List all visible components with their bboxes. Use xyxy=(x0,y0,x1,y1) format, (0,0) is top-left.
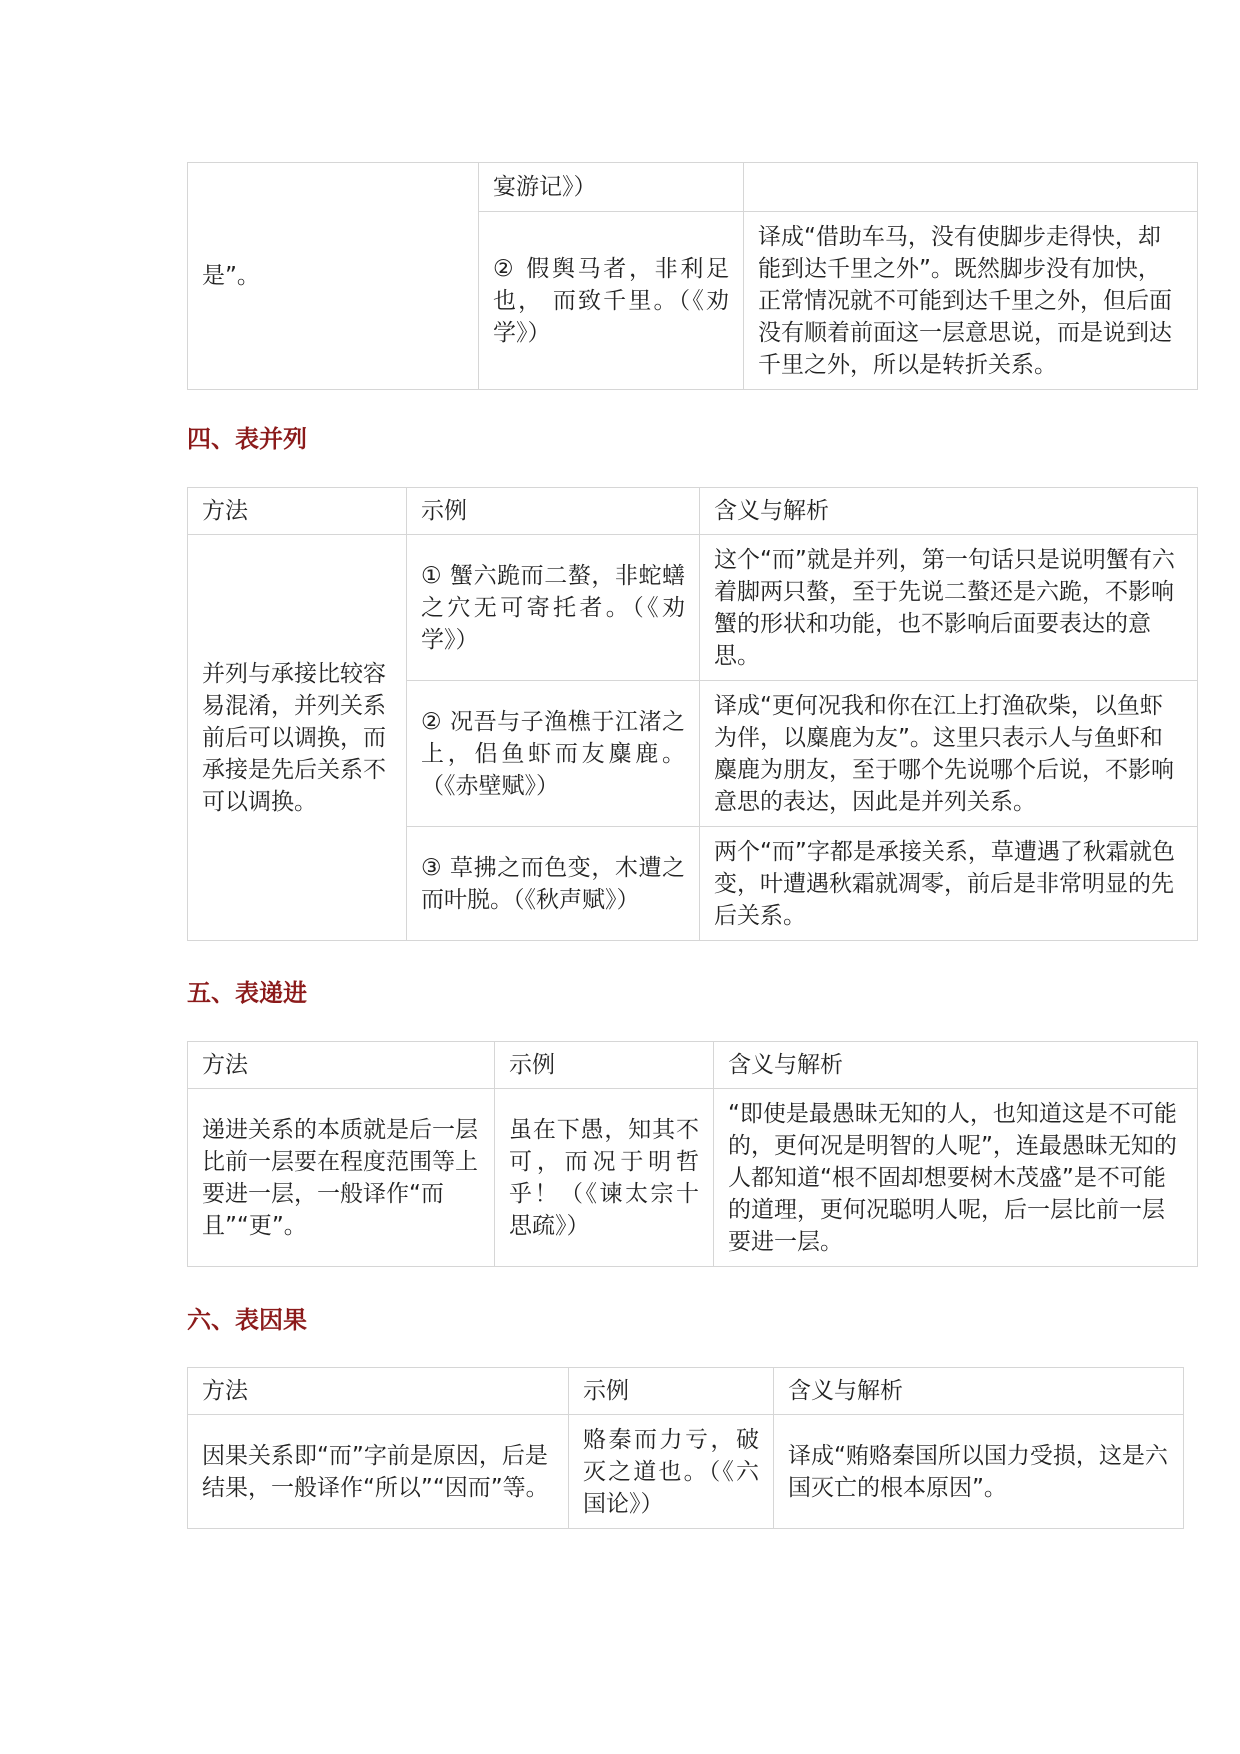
column-header: 示例 xyxy=(495,1042,714,1089)
analysis-cell: 两个“而”字都是承接关系，草遭遇了秋霜就色变，叶遭遇秋霜就凋零，前后是非常明显的先后关系。 xyxy=(700,827,1198,941)
analysis-cell: 译成“借助车马，没有使脚步走得快，却能到达千里之外”。既然脚步没有加快，正常情况就不可能到达千里之外，但后面没有顺着前面这一层意思说，而是说到达千里之外，所以是转折关系。 xyxy=(744,212,1198,390)
analysis-cell: “即使是最愚昧无知的人，也知道这是不可能的，更何况是明智的人呢”，连最愚昧无知的人都知道“根不固却想要树木茂盛”是不可能的道理，更何况聪明人呢，后一层比前一层要进一层。 xyxy=(714,1089,1198,1267)
column-header: 示例 xyxy=(407,488,700,535)
table-header-row xyxy=(188,1042,1198,1089)
example-cell: ② 假舆马者，非利足也， 而致千里。（《劝学》） xyxy=(479,212,744,390)
table-row xyxy=(188,535,1198,681)
method-cell: 因果关系即“而”字前是原因，后是结果，一般译作“所以”“因而”等。 xyxy=(188,1415,569,1529)
table-header-row xyxy=(188,488,1198,535)
example-cell: 赂秦而力亏，破灭之道也。（《六国论》） xyxy=(569,1415,774,1529)
example-cell: ③ 草拂之而色变，木遭之而叶脱。（《秋声赋》） xyxy=(407,827,700,941)
analysis-cell: 译成“贿赂秦国所以国力受损，这是六国灭亡的根本原因”。 xyxy=(774,1415,1184,1529)
analysis-cell xyxy=(744,163,1198,212)
method-cell: 递进关系的本质就是后一层比前一层要在程度范围等上要进一层，一般译作“而且”“更”。 xyxy=(188,1089,495,1267)
continued-table xyxy=(187,162,1198,390)
column-header: 含义与解析 xyxy=(714,1042,1198,1089)
table-header-row xyxy=(188,1368,1184,1415)
example-cell: ① 蟹六跪而二螯，非蛇蟮之穴无可寄托者。（《劝学》） xyxy=(407,535,700,681)
section-heading: 六、表因果 xyxy=(187,1306,307,1334)
column-header: 含义与解析 xyxy=(700,488,1198,535)
example-cell: ② 况吾与子渔樵于江渚之上，侣鱼虾而友麋鹿。（《赤壁赋》） xyxy=(407,681,700,827)
column-header: 示例 xyxy=(569,1368,774,1415)
column-header: 方法 xyxy=(188,1368,569,1415)
column-header: 方法 xyxy=(188,488,407,535)
table-row xyxy=(188,1089,1198,1267)
section-heading: 五、表递进 xyxy=(187,979,307,1007)
analysis-cell: 译成“更何况我和你在江上打渔砍柴，以鱼虾为伴，以麋鹿为友”。这里只表示人与鱼虾和麋鹿为朋友，至于哪个先说哪个后说，不影响意思的表达，因此是并列关系。 xyxy=(700,681,1198,827)
section-heading: 四、表并列 xyxy=(187,425,307,453)
table-row xyxy=(188,163,1198,212)
progressive-table xyxy=(187,1041,1198,1267)
causal-table xyxy=(187,1367,1184,1529)
method-cell: 并列与承接比较容易混淆，并列关系前后可以调换，而承接是先后关系不可以调换。 xyxy=(188,535,407,941)
analysis-cell: 这个“而”就是并列，第一句话只是说明蟹有六着脚两只螯，至于先说二螯还是六跪，不影响蟹的形状和功能，也不影响后面要表达的意思。 xyxy=(700,535,1198,681)
example-cell: 虽在下愚，知其不可，而况于明哲乎！（《谏太宗十思疏》） xyxy=(495,1089,714,1267)
column-header: 含义与解析 xyxy=(774,1368,1184,1415)
parallel-table xyxy=(187,487,1198,941)
column-header: 方法 xyxy=(188,1042,495,1089)
method-cell: 是”。 xyxy=(188,163,479,390)
table-row xyxy=(188,1415,1184,1529)
example-cell: 宴游记》） xyxy=(479,163,744,212)
